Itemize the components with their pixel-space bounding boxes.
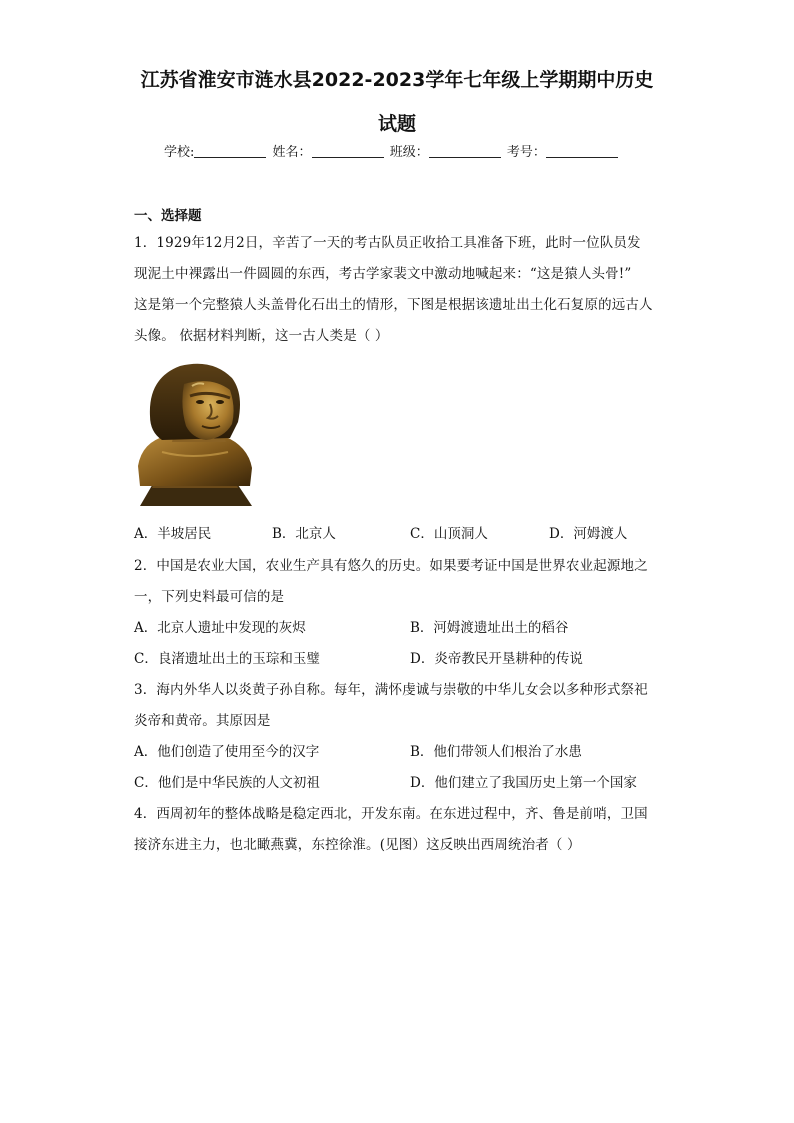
question-4-line-1: 4．西周初年的整体战略是稳定西北，开发东南。在东进过程中，齐、鲁是前哨，卫国 (134, 806, 648, 822)
question-4-line-2: 接济东进主力，也北瞰燕冀，东控徐淮。(见图）这反映出西周统治者（ ） (134, 837, 581, 853)
question-2-option-c[interactable]: C．良渚遗址出土的玉琮和玉璧 (134, 651, 320, 667)
question-3-option-a[interactable]: A．他们创造了使用至今的汉字 (134, 744, 320, 760)
number-label: 考号： (506, 145, 546, 160)
question-2-line-1: 2．中国是农业大国，农业生产具有悠久的历史。如果要考证中国是世界农业起源地之 (134, 558, 648, 574)
school-blank[interactable] (194, 144, 266, 158)
question-1-option-b[interactable]: B．北京人 (272, 526, 336, 542)
peking-man-bust-image (132, 356, 258, 510)
question-1-line-1: 1．1929年12月2日，辛苦了一天的考古队员正收拾工具准备下班，此时一位队员发 (134, 235, 641, 251)
name-blank[interactable] (312, 144, 384, 158)
name-label: 姓名： (272, 145, 312, 160)
class-label: 班级： (389, 145, 429, 160)
section-title: 一、选择题 (134, 208, 202, 224)
student-info-row (164, 144, 634, 162)
question-1-line-4: 头像。 依据材料判断，这一古人类是（ ） (134, 328, 389, 344)
question-2-line-2: 一，下列史料最可信的是 (134, 589, 285, 605)
question-3-line-2: 炎帝和黄帝。其原因是 (134, 713, 271, 729)
question-1-option-c[interactable]: C．山顶洞人 (410, 526, 488, 542)
question-1-option-d[interactable]: D．河姆渡人 (549, 526, 628, 542)
question-3-line-1: 3．海内外华人以炎黄子孙自称。每年，满怀虔诚与崇敬的中华儿女会以多种形式祭祀 (134, 682, 648, 698)
question-3-option-d[interactable]: D．他们建立了我国历史上第一个国家 (410, 775, 637, 791)
question-1-option-a[interactable]: A．半坡居民 (134, 526, 212, 542)
question-1-line-2: 现泥土中裸露出一件圆圆的东西，考古学家裴文中激动地喊起来：“这是猿人头骨!” (134, 266, 632, 282)
question-2-option-a[interactable]: A．北京人遗址中发现的灰烬 (134, 620, 306, 636)
question-3-option-b[interactable]: B．他们带领人们根治了水患 (410, 744, 582, 760)
number-blank[interactable] (546, 144, 618, 158)
question-3-option-c[interactable]: C．他们是中华民族的人文初祖 (134, 775, 320, 791)
exam-title: 江苏省淮安市涟水县2022-2023学年七年级上学期期中历史 (140, 69, 654, 91)
class-blank[interactable] (429, 144, 501, 158)
question-2-option-b[interactable]: B．河姆渡遗址出土的稻谷 (410, 620, 569, 636)
school-label: 学校: (164, 145, 195, 160)
question-2-option-d[interactable]: D．炎帝教民开垦耕种的传说 (410, 651, 583, 667)
exam-title-continued: 试题 (377, 113, 416, 135)
question-1-line-3: 这是第一个完整猿人头盖骨化石出土的情形，下图是根据该遗址出土化石复原的远古人 (134, 297, 653, 313)
